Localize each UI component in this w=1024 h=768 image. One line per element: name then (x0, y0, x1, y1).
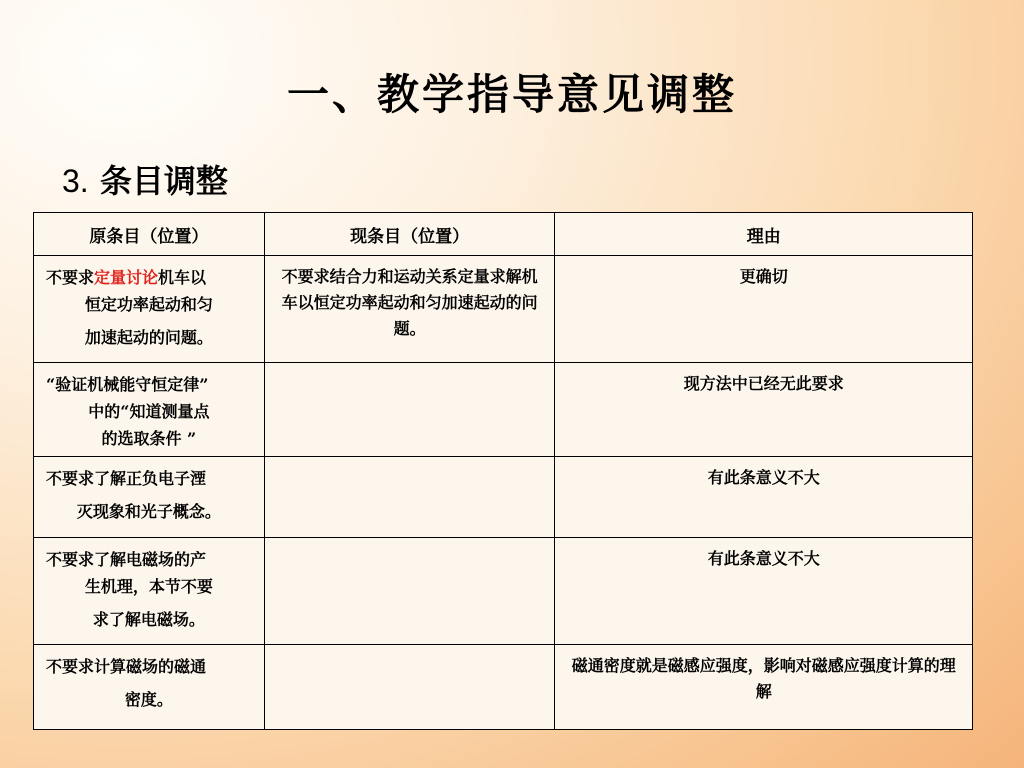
original-text: 恒定功率起动和匀 (84, 295, 213, 314)
original-text: 不要求计算磁场的磁通 (46, 657, 207, 676)
header-reason: 理由 (555, 213, 973, 256)
original-text: 不要求 (46, 268, 95, 287)
original-text: 求了解电磁场。 (92, 610, 205, 629)
table-row (34, 457, 973, 538)
original-text: 密度。 (124, 690, 173, 709)
original-text: 不要求了解电磁场的产 (46, 550, 207, 569)
section-number: 3. (62, 163, 89, 199)
original-text: 机车以 (158, 268, 207, 287)
reason-text: 更确切 (739, 267, 788, 286)
slide-title: 一、教学指导意见调整 (286, 70, 737, 119)
table-row (34, 645, 973, 730)
section-label: 条目调整 (99, 162, 228, 200)
original-cell (34, 538, 265, 645)
table-row (34, 538, 973, 645)
header-current: 现条目（位置） (264, 213, 555, 256)
current-text (265, 645, 555, 657)
current-cell (264, 457, 555, 538)
current-cell (264, 363, 555, 457)
reason-text: 有此条意义不大 (707, 468, 820, 487)
table-row (34, 363, 973, 457)
current-text (265, 457, 555, 469)
current-text: 不要求结合力和运动关系定量求解机车以恒定功率起动和匀加速起动的问题。 (281, 267, 538, 338)
original-text: 加速起动的问题。 (84, 328, 213, 347)
original-cell (34, 256, 265, 363)
reason-cell (555, 457, 973, 538)
reason-cell (555, 256, 973, 363)
reason-cell (555, 363, 973, 457)
original-text: “验证机械能守恒定律” (46, 375, 209, 394)
original-cell (34, 645, 265, 730)
highlighted-text: 定量讨论 (94, 268, 159, 287)
original-cell (34, 457, 265, 538)
original-text: 灭现象和光子概念。 (76, 502, 221, 521)
original-text: 生机理，本节不要 (84, 577, 213, 596)
reason-text: 有此条意义不大 (707, 549, 820, 568)
table-header-row (34, 213, 973, 256)
adjustment-table (33, 212, 973, 730)
original-cell (34, 363, 265, 457)
current-text (265, 538, 555, 550)
original-text: 不要求了解正负电子湮 (46, 469, 207, 488)
reason-text: 现方法中已经无此要求 (683, 374, 844, 393)
reason-cell (555, 645, 973, 730)
header-original: 原条目（位置） (34, 213, 265, 256)
original-text: 中的“知道测量点 (88, 402, 210, 421)
current-cell (264, 256, 555, 363)
original-text: 的选取条件 ” (101, 429, 197, 448)
section-heading (62, 156, 228, 202)
current-cell (264, 538, 555, 645)
reason-text: 磁通密度就是磁感应强度，影响对磁感应强度计算的理解 (571, 656, 956, 701)
table-row (34, 256, 973, 363)
current-cell (264, 645, 555, 730)
current-text (265, 363, 555, 375)
reason-cell (555, 538, 973, 645)
